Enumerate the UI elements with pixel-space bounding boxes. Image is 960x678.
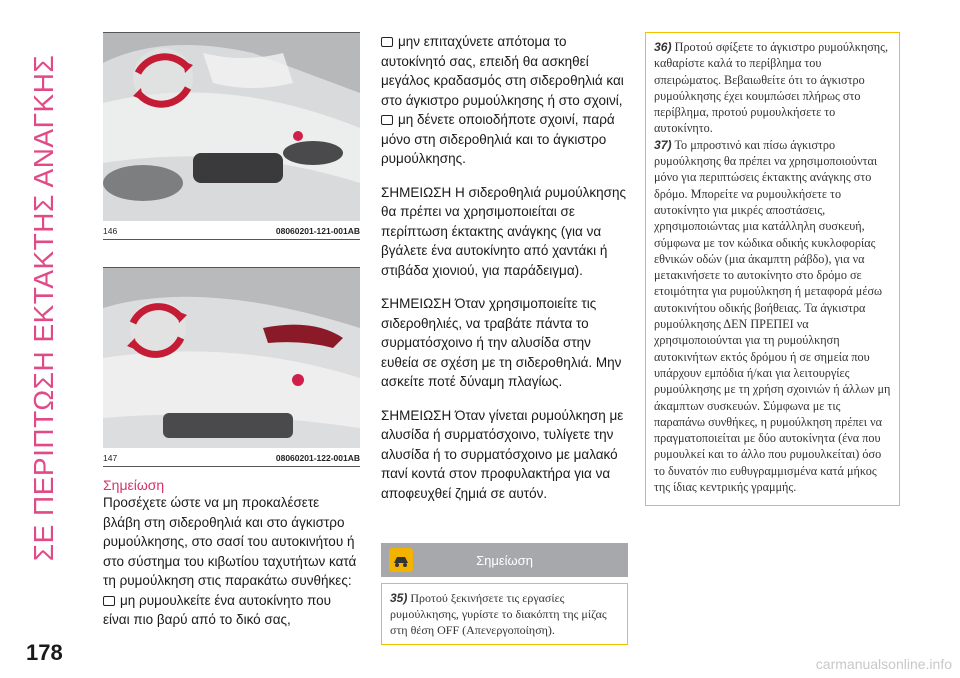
note-text: Το μπροστινό και πίσω άγκιστρο ρυμούλκησης θα πρέπει να χρησιμοποιούνται μόνο για περιπτώσεις έκτακτης ανάγκης στο δρόμο. Μπορείτε να ρυμουλκήσετε το αυτοκίνητο για μικρές αποστάσεις, χρησιμοποιώντας μια κατάλληλη συσκευή, σύμφωνα με τον κώδικα οδικής κυκλοφορίας εθνικών οδών (μια άκαμπτη ράβδο), για να μετακινήσετε το αυτοκίνητο στο δρόμο σε ετοιμότητα για ρυμούλκηση ή μεταφορά μέσω αυτοκινήτου οδικής βοήθειας. Τα άγκιστρα ρυμούλκησης ΔΕΝ ΠΡΕΠΕΙ να χρησιμοποιούνται για τη ρυμούλκηση αυτοκινήτων εκτός δρόμου ή σε σημεία που υπάρχουν εμπόδια ή/και για λειτουργίες ρυμούλκησης με τη χρήση σχοινιών ή άλλων μη άκαμπτων συσκευών. Σύμφωνα με τις παραπάνω συνθήκες, η ρυμούλκηση πρέπει να πραγματοποιείται με δύο αυτοκίνητα (ένα που ρυμουλκεί και το άλλο που ρυμουλκείται) όσο το δυνατόν πιο ευθυγραμμισμένα κατά μήκος της ίδιας κεντρικής γραμμής.: [654, 137, 891, 495]
note-intro: Προσέχετε ώστε να μη προκαλέσετε βλάβη στη σιδεροθηλιά και στο άγκιστρο ρυμούλκησης, στο σασί του αυτοκινήτου ή στο σύστημα του κιβωτίου ταχυτήτων κατά τη ρυμούλκηση στις παρακάτω συνθήκες:: [103, 495, 357, 588]
page-number: 178: [26, 640, 63, 665]
note-number: 37): [654, 137, 672, 152]
figure-146-caption: 146 08060201-121-001AB: [103, 221, 360, 240]
warning-note-box: [645, 32, 900, 506]
note-heading: Σημείωση: [103, 477, 165, 493]
watermark: carmanualsonline.info: [815, 656, 952, 672]
figure-147-image: [103, 267, 360, 448]
warning-note-box: [381, 583, 628, 645]
column-middle: [381, 32, 628, 645]
note-36: [654, 39, 891, 137]
note-text: Προτού ξεκινήσετε τις εργασίες ρυμούλκησης, γυρίστε το διακόπτη της μίζας στη θέση OFF (Απενεργοποίηση).: [390, 591, 607, 637]
bullet-item: μην επιταχύνετε απότομα το αυτοκίνητό σας, επειδή θα ασκηθεί μεγάλος κραδασμός στη σιδεροθηλιά και στο άγκιστρο ρυμούλκησης ή στο σχοινί,: [381, 34, 624, 108]
warning-car-icon: [389, 548, 413, 572]
note-paragraph: ΣΗΜΕΙΩΣΗ Όταν χρησιμοποιείτε τις σιδεροθηλιές, να τραβάτε πάντα το συρματόσχοινο ή την αλυσίδα στην ευθεία σε σχέση με τη σιδεροθηλιά. Μην ασκείτε ποτέ δύναμη πλαγίως.: [381, 296, 622, 389]
note-paragraph: ΣΗΜΕΙΩΣΗ Η σιδεροθηλιά ρυμούλκησης θα πρέπει να χρησιμοποιείται σε περίπτωση έκτακτης ανάγκης (για να βγάλετε ένα αυτοκίνητο από χαντάκι ή στιβάδα χιονιού, για παράδειγμα).: [381, 184, 626, 278]
car-front-illustration: [103, 33, 360, 221]
checkbox-bullet-icon: [103, 596, 115, 606]
note-number: 35): [390, 591, 408, 605]
section-side-title: ΣΕ ΠΕΡΙΠΤΩΣΗ ΕΚΤΑΚΤΗΣ ΑΝΑΓΚΗΣ: [28, 54, 59, 562]
bullet-item: μη ρυμουλκείτε ένα αυτοκίνητο που είναι πιο βαρύ από το δικό σας,: [103, 592, 331, 627]
warning-header-bar: [381, 543, 628, 577]
note-37: [654, 137, 891, 496]
car-rear-illustration: [103, 268, 360, 448]
column-left: [103, 32, 360, 630]
note-text: Προτού σφίξετε το άγκιστρο ρυμούλκησης, καθαρίστε καλά το περίβλημα του σπειρώματος. Βεβαιωθείτε ότι το άγκιστρο ρυμούλκησης έχει κουμπώσει πλήρως στο περίβλημα, προτού ρυμουλκήσετε το αυτοκίνητο.: [654, 40, 889, 136]
column-right: [645, 32, 900, 506]
note-number: 36): [654, 40, 672, 54]
note-paragraph: ΣΗΜΕΙΩΣΗ Όταν γίνεται ρυμούλκηση με αλυσίδα ή συρματόσχοινο, τυλίγετε την αλυσίδα ή το συρματόσχοινο με μαλακό πανί κοντά στον προφυλακτήρα για να αποφευχθεί ζημιά σε αυτόν.: [381, 407, 624, 501]
checkbox-bullet-icon: [381, 37, 393, 47]
warning-label: Σημείωση: [476, 552, 533, 568]
checkbox-bullet-icon: [381, 115, 393, 125]
figure-147-caption: 147 08060201-122-001AB: [103, 448, 360, 467]
bullet-item: μη δένετε οποιοδήποτε σχοινί, παρά μόνο στη σιδεροθηλιά και το άγκιστρο ρυμούλκησης.: [381, 112, 615, 166]
figure-146-image: [103, 32, 360, 221]
